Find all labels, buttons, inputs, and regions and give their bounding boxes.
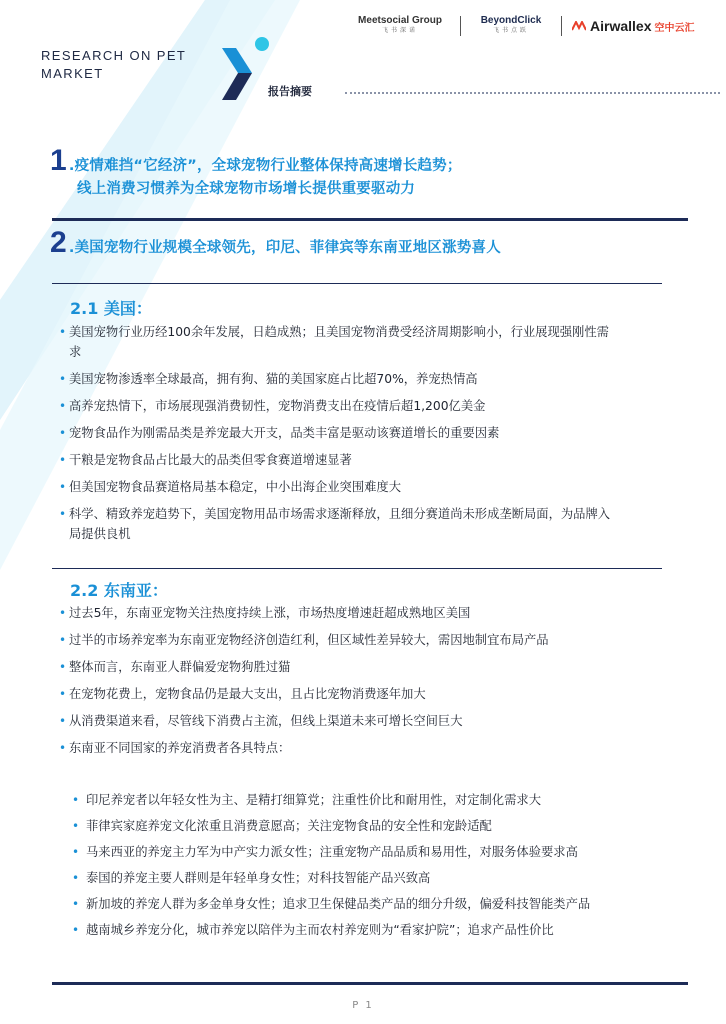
list-item: • 干粮是宠物食品占比最大的品类但零食赛道增速显著: [60, 450, 620, 470]
list-item: • 美国宠物行业历经100余年发展，日趋成熟；且美国宠物消费受经济周期影响小，行业展现强刚性需求: [60, 322, 620, 362]
partner-logos: [350, 14, 714, 38]
logo-divider: [561, 16, 562, 36]
page-number: P 1: [352, 1000, 374, 1011]
airwallex-mark-icon: [572, 21, 586, 31]
list-item: • 美国宠物渗透率全球最高，拥有狗、猫的美国家庭占比超70%，养宠热情高: [60, 369, 620, 389]
list-item: • 泰国的养宠主要人群则是年轻单身女性；对科技智能产品兴致高: [60, 868, 720, 888]
section-divider: [52, 218, 688, 221]
list-item: • 高养宠热情下，市场展现强消费韧性，宠物消费支出在疫情后超1,200亿美金: [60, 396, 620, 416]
list-item: • 菲律宾家庭养宠文化浓重且消费意愿高；关注宠物食品的安全性和宠龄适配: [60, 816, 720, 836]
list-item: • 科学、精致养宠趋势下，美国宠物用品市场需求逐渐释放，且细分赛道尚未形成垄断局面，为品牌入局提供良机: [60, 504, 620, 544]
list-item: • 在宠物花费上，宠物食品仍是最大支出，且占比宠物消费逐年加大: [60, 684, 630, 704]
airwallex-logo: Airwallex 空中云汇: [572, 18, 694, 34]
subsection-divider: [52, 568, 662, 569]
section-number: 1: [50, 144, 67, 177]
subsection-sea-title: 2.2 东南亚：: [70, 581, 168, 600]
list-item: • 马来西亚的养宠主力军为中产实力派女性；注重宠物产品品质和易用性，对服务体验要求高: [60, 842, 720, 862]
section-2-heading: 2 .美国宠物行业规模全球领先，印尼、菲律宾等东南亚地区涨势喜人: [50, 226, 501, 259]
subsection-us-title: 2.1 美国：: [70, 299, 152, 318]
logo-divider: [460, 16, 461, 36]
list-item: • 越南城乡养宠分化，城市养宠以陪伴为主而农村养宠则为“看家护院”；追求产品性价比: [60, 920, 720, 940]
list-item: • 但美国宠物食品赛道格局基本稳定，中小出海企业突围难度大: [60, 477, 620, 497]
subsection-divider: [52, 283, 662, 284]
beyondclick-logo: BeyondClick 飞书点跃: [480, 15, 542, 34]
dotted-divider: [345, 92, 720, 94]
footer-divider: [52, 982, 688, 985]
us-bullet-list: [60, 322, 620, 551]
list-item: • 从消费渠道来看，尽管线下消费占主流，但线上渠道未来可增长空间巨大: [60, 711, 630, 731]
list-item: • 东南亚不同国家的养宠消费者各具特点：: [60, 738, 630, 758]
section-1-heading: 1 .疫情难挡“它经济”，全球宠物行业整体保持高速增长趋势； 线上消费习惯养为全球宠物市场增长提供重要驱动力: [50, 144, 462, 197]
list-item: • 过去5年，东南亚宠物关注热度持续上涨，市场热度增速赶超成熟地区美国: [60, 603, 630, 623]
report-title: RESEARCH ON PET MARKET: [41, 48, 187, 81]
section-number: 2: [50, 226, 67, 259]
accent-dot: [255, 37, 269, 51]
meetsocial-logo: Meetsocial Group 飞书深诺: [358, 15, 442, 34]
list-item: • 过半的市场养宠率为东南亚宠物经济创造红利，但区域性差异较大，需因地制宜布局产品: [60, 630, 630, 650]
country-bullet-list: [60, 790, 720, 946]
summary-label: 报告摘要: [268, 85, 312, 98]
list-item: • 宠物食品作为刚需品类是养宠最大开支，品类丰富是驱动该赛道增长的重要因素: [60, 423, 620, 443]
list-item: • 印尼养宠者以年轻女性为主、是精打细算党；注重性价比和耐用性，对定制化需求大: [60, 790, 720, 810]
sea-bullet-list: [60, 603, 630, 765]
list-item: • 新加坡的养宠人群为多金单身女性；追求卫生保健品类产品的细分升级，偏爱科技智能类产品: [60, 894, 720, 914]
list-item: • 整体而言，东南亚人群偏爱宠物狗胜过猫: [60, 657, 630, 677]
